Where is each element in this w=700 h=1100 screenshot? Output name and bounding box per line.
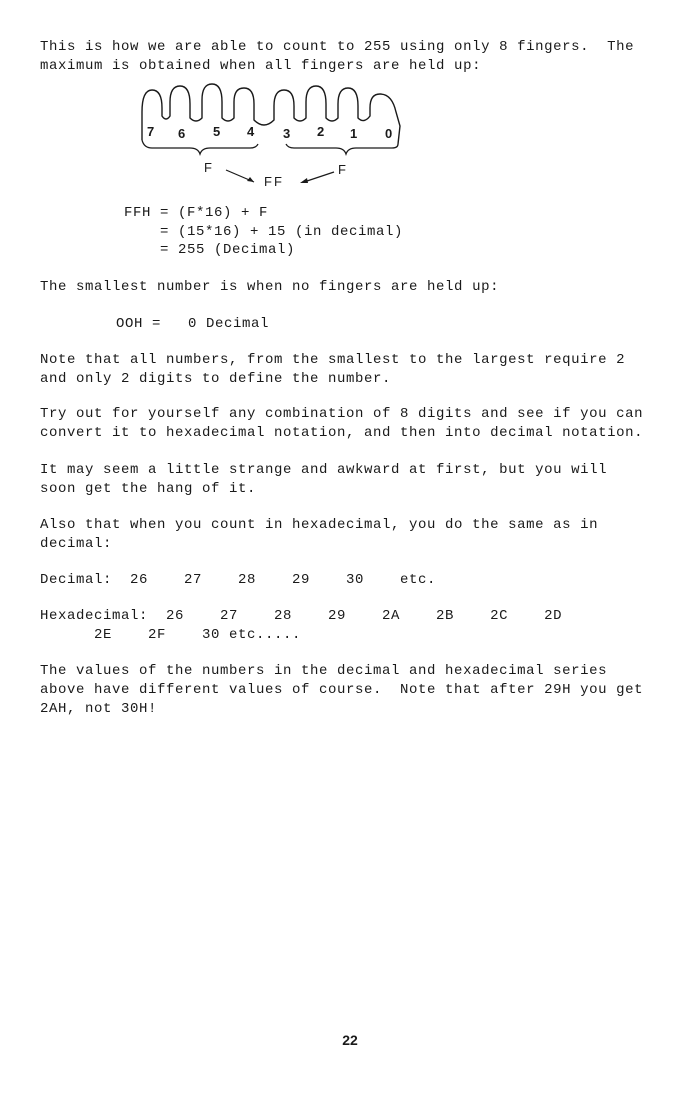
strange-line-1: It may seem a little strange and awkward at first, but you will (40, 462, 608, 478)
calc-line-3: = 255 (Decimal) (124, 242, 296, 258)
note-line-1: Note that all numbers, from the smallest to the largest require 2 (40, 352, 626, 368)
intro-line-2: maximum is obtained when all fingers are held up: (40, 58, 482, 74)
finger-label-4: 4 (247, 124, 255, 139)
right-group-label: F (338, 162, 348, 177)
finger-label-0: 0 (385, 126, 393, 141)
finger-label-5: 5 (213, 124, 221, 139)
intro-line-1: This is how we are able to count to 255 using only 8 fingers. The (40, 39, 635, 55)
calc-line-1: FFH = (F*16) + F (124, 205, 269, 221)
combined-label: FF (264, 174, 284, 189)
note-line-2: and only 2 digits to define the number. (40, 371, 392, 387)
left-group-label: F (204, 160, 214, 175)
page-number: 22 (342, 1032, 358, 1048)
tryout-line-1: Try out for yourself any combination of 8 digits and see if you can (40, 406, 644, 422)
finger-label-7: 7 (147, 124, 155, 139)
hex-series-line-2: 2E 2F 30 etc..... (40, 627, 302, 643)
finger-label-1: 1 (350, 126, 358, 141)
also-line-2: decimal: (40, 536, 113, 552)
finger-label-6: 6 (178, 126, 186, 141)
hex-series-line-1: Hexadecimal: 26 27 28 29 2A 2B 2C 2D (40, 608, 563, 624)
values-line-1: The values of the numbers in the decimal and hexadecimal series (40, 663, 608, 679)
also-line-1: Also that when you count in hexadecimal, you do the same as in (40, 517, 599, 533)
tryout-line-2: convert it to hexadecimal notation, and then into decimal notation. (40, 425, 644, 441)
smallest-text: The smallest number is when no fingers are held up: (40, 279, 500, 295)
calc-line-2: = (15*16) + 15 (in decimal) (124, 224, 404, 240)
decimal-series: Decimal: 26 27 28 29 30 etc. (40, 572, 437, 588)
values-line-3: 2AH, not 30H! (40, 701, 158, 717)
finger-label-2: 2 (317, 124, 325, 139)
finger-label-3: 3 (283, 126, 291, 141)
finger-diagram (130, 82, 420, 192)
strange-line-2: soon get the hang of it. (40, 481, 257, 497)
smallest-value: OOH = 0 Decimal (116, 316, 270, 332)
values-line-2: above have different values of course. Note that after 29H you get (40, 682, 644, 698)
